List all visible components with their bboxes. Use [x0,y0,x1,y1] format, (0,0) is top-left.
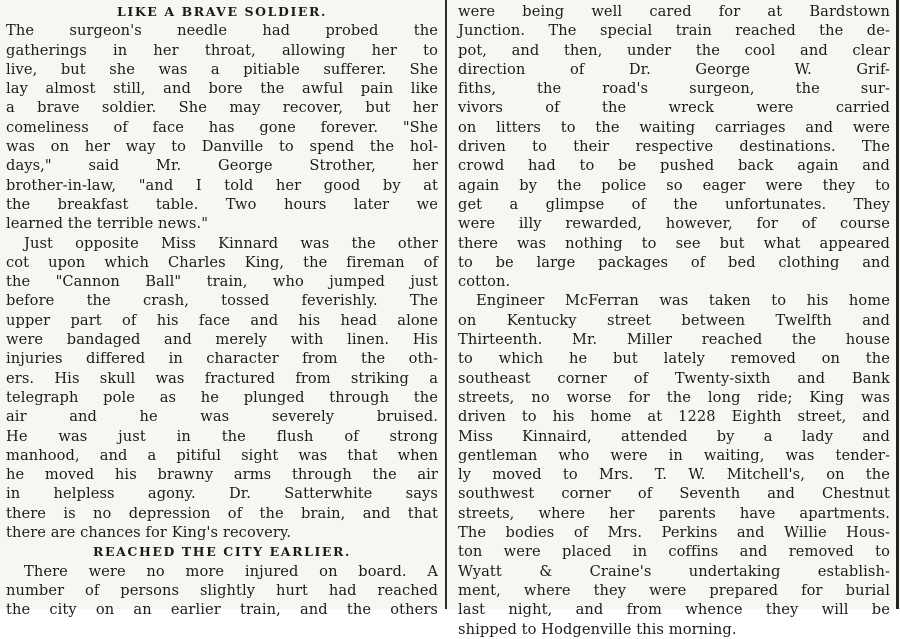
section-heading-reached-city: REACHED THE CITY EARLIER. [93,544,351,560]
text-line: streets, no worse for the long ride; King was [458,388,890,406]
text-line: cot upon which Charles King, the fireman of [6,253,438,271]
text-line: southeast corner of Twenty-sixth and Bank [458,369,890,387]
text-line: fiths, the road's surgeon, the sur- [458,80,890,98]
text-line: driven to their respective destinations. The [458,138,890,156]
text-line: last night, and from whence they will be [458,601,890,619]
text-line: there is no depression of the brain, and that [6,504,438,522]
text-line: before the crash, tossed feverishly. The [6,292,438,310]
text-line: the breakfast table. Two hours later we [6,195,438,213]
text-line: were bandaged and merely with linen. His [6,331,438,349]
text-line: to be large packages of bed clothing and [458,253,890,271]
text-line: Engineer McFerran was taken to his home [476,292,890,310]
text-line: comeliness of face has gone forever. "She [6,118,438,136]
text-line: the city on an earlier train, and the others [6,601,438,619]
text-line: manhood, and a pitiful sight was that when [6,446,438,464]
text-line: live, but she was a pitiable sufferer. She [6,60,438,78]
text-line: learned the terrible news." [6,215,209,233]
text-line: direction of Dr. George W. Grif- [458,60,890,78]
page-edge-rule [896,0,899,609]
text-line: ly moved to Mrs. T. W. Mitchell's, on the [458,466,890,484]
paragraph-no-more-injured [6,562,438,620]
text-line: Just opposite Miss Kinnard was the other [24,234,438,252]
text-line: the "Cannon Ball" train, who jumped just [6,273,438,291]
text-line: Junction. The special train reached the de- [458,22,890,40]
paragraph-surgeon [6,21,438,233]
text-line: pot, and then, under the cool and clear [458,41,890,59]
text-line: was on her way to Danville to spend the hol- [6,138,438,156]
text-line: Miss Kinnaird, attended by a lady and [458,427,890,445]
text-line: number of persons slightly hurt had reached [6,581,438,599]
section-heading-brave-soldier: LIKE A BRAVE SOLDIER. [116,4,327,19]
text-line: The surgeon's needle had probed the [6,22,438,40]
right-column [458,2,890,638]
text-line: gentleman who were in waiting, was tender- [458,446,890,464]
text-line: to which he but lately removed on the [458,350,890,368]
text-line: shipped to Hodgenville this morning. [458,620,737,638]
text-line: there are chances for King's recovery. [6,524,292,542]
paragraph-engineer-mcferran [458,291,890,638]
text-line: ton were placed in coffins and removed to [458,543,890,561]
text-line: lay almost still, and bore the awful pain like [6,80,438,98]
text-line: were being well cared for at Bardstown [458,3,890,20]
text-line: cotton. [458,273,511,291]
text-line: days," said Mr. George Strother, her [6,157,438,175]
text-line: crowd had to be pushed back again and [458,157,890,175]
text-line: he moved his brawny arms through the air [6,466,438,484]
text-line: there was nothing to see but what appeared [458,234,890,252]
text-line: were illy rewarded, however, for of course [458,215,890,233]
text-line: gatherings in her throat, allowing her to [6,41,438,59]
text-line: a brave soldier. She may recover, but her [6,99,438,117]
text-line: on Kentucky street between Twelfth and [458,311,890,329]
text-line: air and he was severely bruised. [6,408,438,426]
text-line: The bodies of Mrs. Perkins and Willie Hous- [458,524,890,542]
text-line: on litters to the waiting carriages and were [458,118,890,136]
column-divider [445,0,447,609]
text-line: vivors of the wreck were carried [458,99,890,117]
text-line: Thirteenth. Mr. Miller reached the house [458,331,890,349]
text-line: Wyatt & Craine's undertaking establish- [458,562,890,580]
text-line: again by the police so eager were they to [458,176,890,194]
paragraph-charles-king [6,234,438,543]
left-column [6,2,438,619]
text-line: injuries differed in character from the oth- [6,350,438,368]
text-line: southwest corner of Seventh and Chestnut [458,485,890,503]
text-line: ment, where they were prepared for burial [458,581,890,599]
text-line: get a glimpse of the unfortunates. They [458,195,890,213]
text-line: driven to his home at 1228 Eighth street, and [458,408,890,426]
text-line: upper part of his face and his head alone [6,311,438,329]
text-line: telegraph pole as he plunged through the [6,388,438,406]
text-line: brother-in-law, "and I told her good by at [6,176,438,194]
paragraph-bardstown [458,2,890,291]
text-line: ers. His skull was fractured from striking a [6,369,438,387]
text-line: He was just in the flush of strong [6,427,438,445]
text-line: in helpless agony. Dr. Satterwhite says [6,485,438,503]
text-line: streets, where her parents have apartments. [458,504,890,522]
text-line: There were no more injured on board. A [24,562,438,580]
